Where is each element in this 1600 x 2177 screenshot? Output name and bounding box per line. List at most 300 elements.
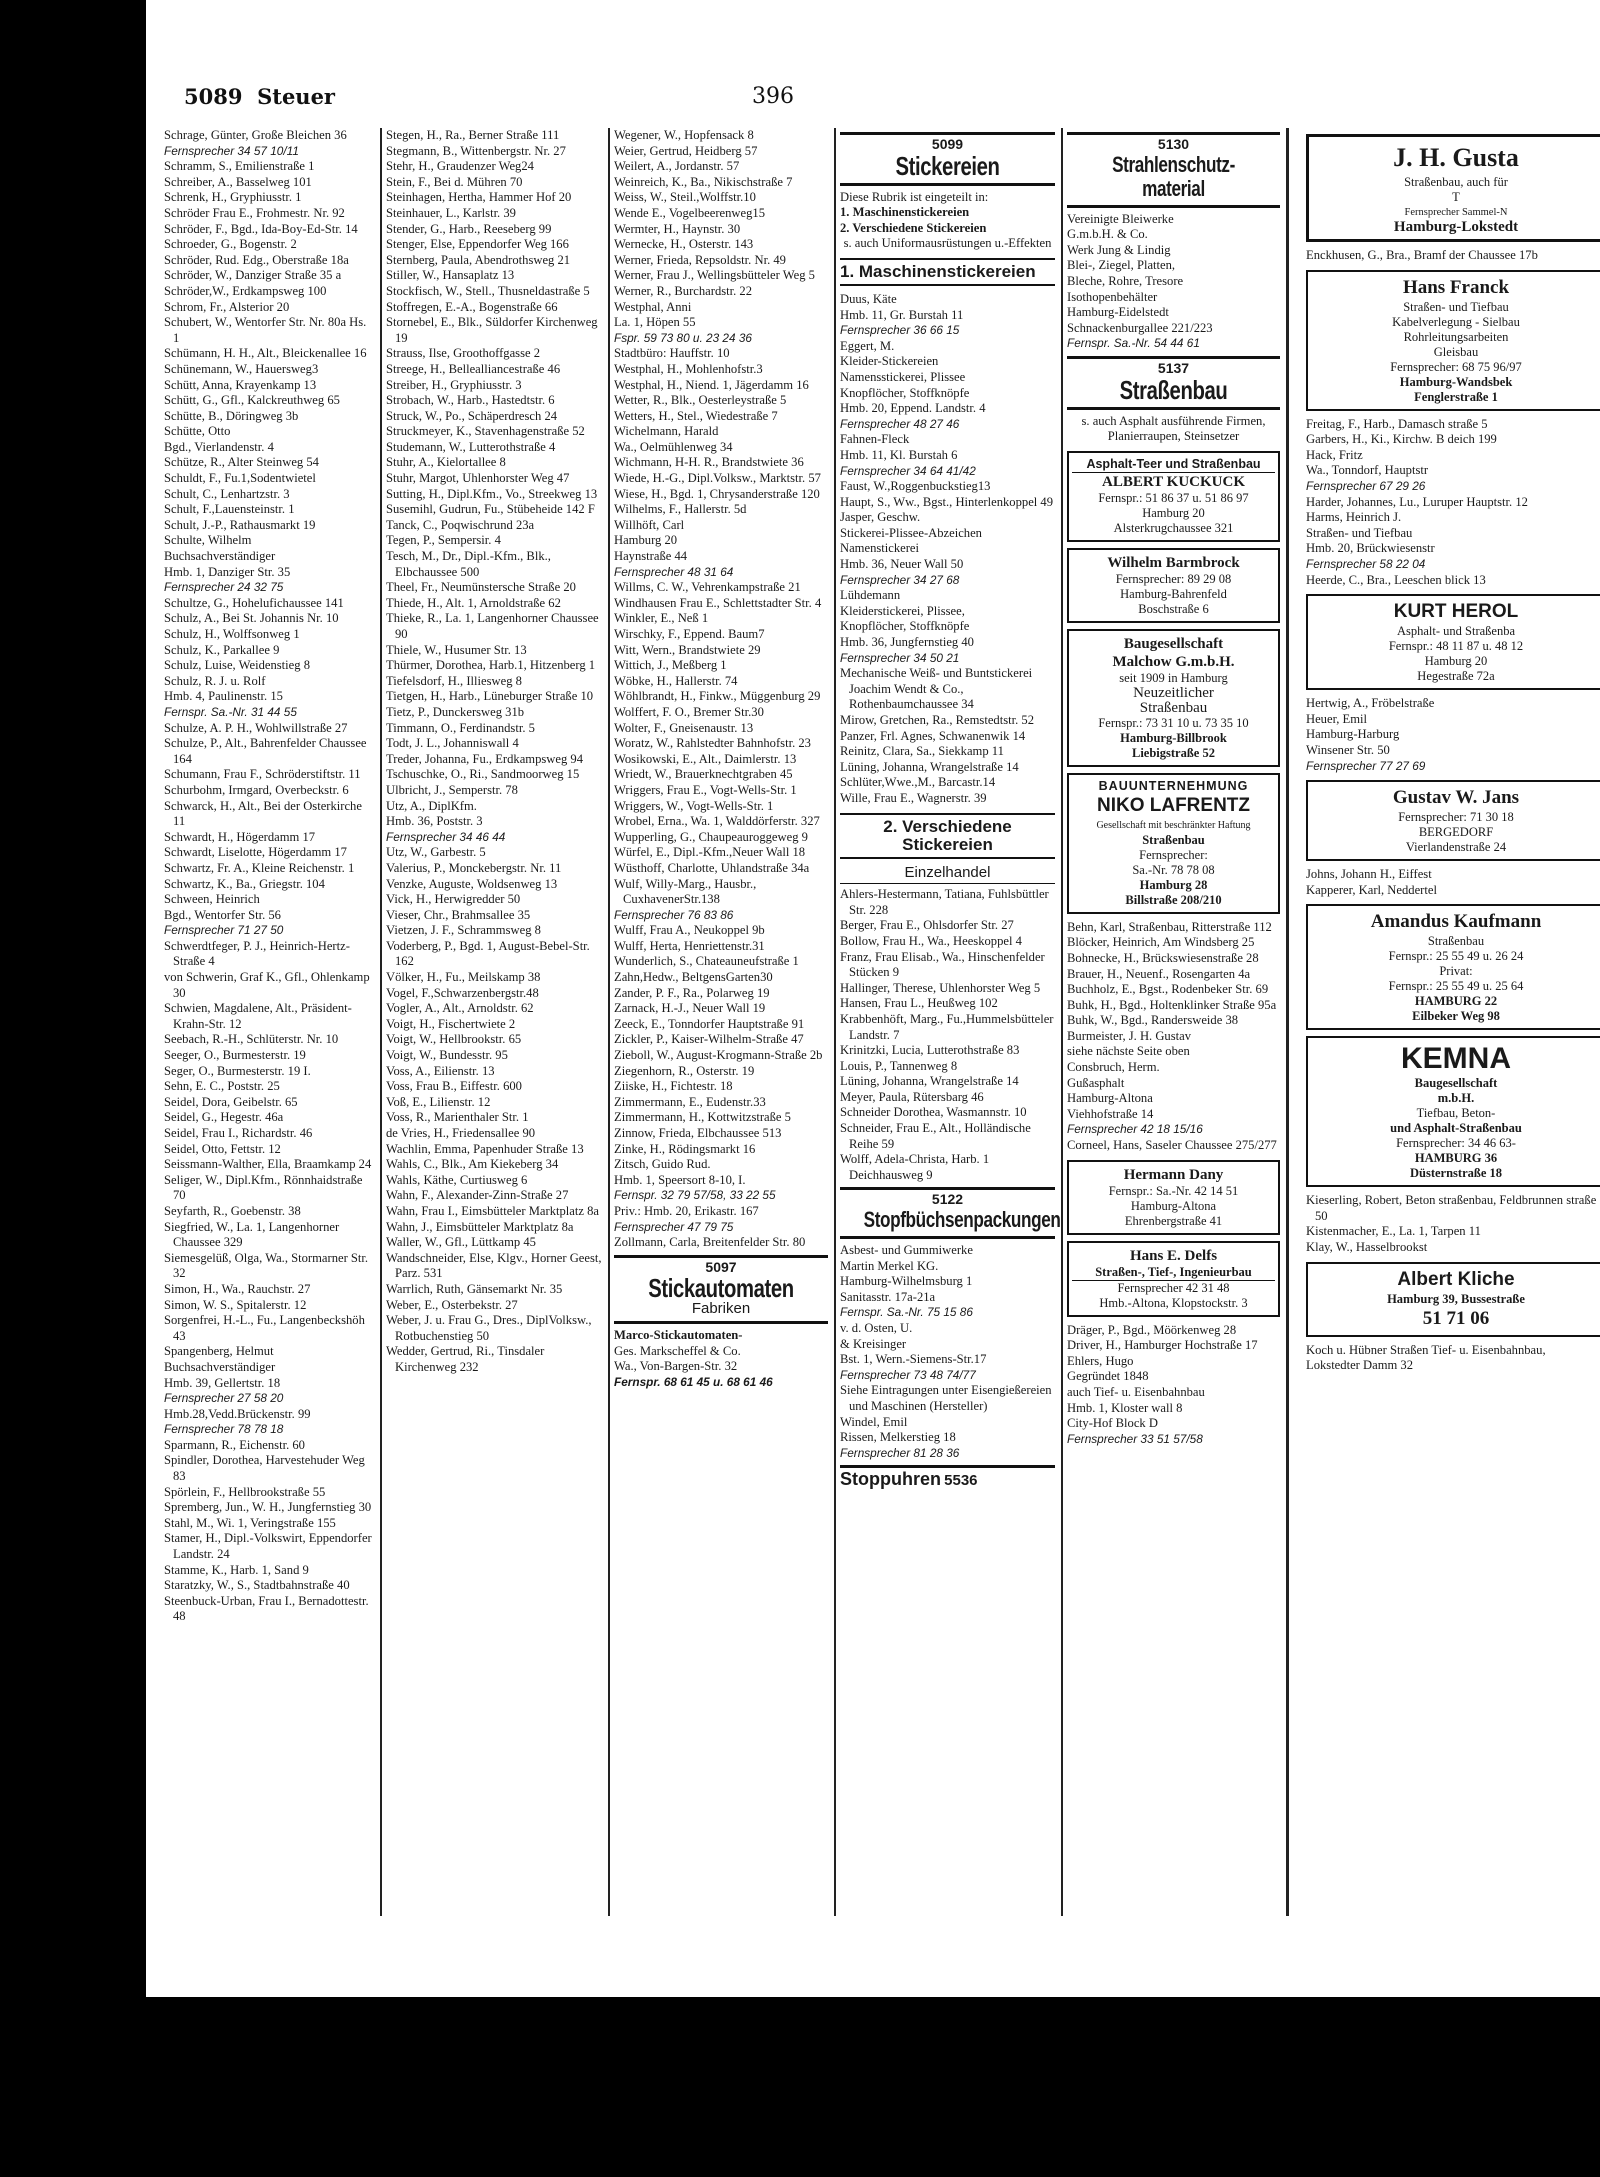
directory-entry: Fernsprecher 36 66 15 (840, 323, 960, 338)
directory-entry: Stamme, K., Harb. 1, Sand 9 (164, 1562, 309, 1577)
directory-entry: Isothopenbehälter (1067, 289, 1158, 304)
directory-entry: Vogler, A., Alt., Arnoldstr. 62 (386, 1001, 534, 1016)
subsection-heading: 2. Verschiedene Stickereien (840, 813, 1055, 859)
directory-entry: Hamburg-Harburg (1306, 727, 1400, 742)
directory-entry: Vietzen, J. F., Schrammsweg 8 (386, 923, 541, 938)
directory-entry: Buhk, W., Bgd., Randersweide 38 (1067, 1013, 1239, 1028)
directory-entry: Namensstickerei, Plissee (840, 369, 966, 384)
directory-entry: Fernsprecher 48 27 46 (840, 416, 960, 431)
directory-entry: Schrage, Günter, Große Bleichen 36 (164, 128, 347, 142)
directory-entry: Vieser, Chr., Brahmsallee 35 (386, 907, 531, 922)
ad-kurt-herold (1306, 594, 1600, 690)
directory-entry: Fernsprecher 34 57 10/11 (164, 143, 299, 158)
directory-entry: Zimmermann, H., Kottwitzstraße 5 (614, 1110, 791, 1125)
directory-entry: Streege, H., Bellealliancestraße 46 (386, 361, 561, 376)
directory-entry: Schroeder, G., Bogenstr. 2 (164, 237, 297, 252)
ad-amandus-kaufmann (1306, 904, 1600, 1030)
ad-phone: Fernsprecher: 34 46 63- (1396, 1136, 1516, 1151)
directory-entry: Zimmermann, E., Eudenstr.33 (614, 1094, 766, 1109)
directory-entry: Fernsprecher 34 46 44 (386, 829, 506, 844)
directory-entry: Wüsthoff, Charlotte, Uhlandstraße 34a (614, 860, 810, 875)
directory-entry: Todt, J. L., Johanniswall 4 (386, 736, 519, 751)
directory-entry: Harms, Heinrich J. (1306, 510, 1402, 525)
ad-slogan: Straßenbau (1139, 699, 1208, 716)
section-number: 5089 (184, 84, 243, 109)
section-title: Stopfbüchsenpackungen (863, 1207, 1061, 1233)
ad-wilhelm-barmbrock (1067, 548, 1280, 623)
ad-phone: Fernspr.: 73 31 10 u. 73 35 10 (1098, 715, 1249, 730)
directory-entry: Windhausen Frau E., Schlettstadter Str. 4 (614, 595, 822, 610)
directory-entry: Siegfried, W., La. 1, Langenhorner Chaussee 329 (164, 1219, 340, 1250)
directory-entry: Lühdemann (840, 588, 901, 603)
ad-slogan: Straßenbau, auch für (1404, 175, 1508, 189)
ad-hermann-dany (1067, 1160, 1280, 1235)
directory-entry: Seidel, Otto, Fettstr. 12 (164, 1141, 281, 1156)
directory-entry: Seidel, Dora, Geibelstr. 65 (164, 1094, 298, 1109)
directory-entry: Zitsch, Guido Rud. (614, 1157, 711, 1172)
directory-entry: Wernecke, H., Osterstr. 143 (614, 237, 754, 252)
directory-entry: Wegener, W., Hopfensack 8 (614, 128, 754, 142)
ad-address: Hamburg 28 (1139, 877, 1208, 892)
directory-entry: Fernsprecher 24 32 75 (164, 580, 284, 595)
directory-entry: Steinhauer, L., Karlstr. 39 (386, 205, 516, 220)
directory-entry: Kleider-Stickereien (840, 354, 939, 369)
directory-entry: Voderberg, P., Bgd. 1, August-Bebel-Str. 162 (386, 938, 590, 969)
directory-entry: Lüning, Johanna, Wrangelstraße 14 (840, 1074, 1019, 1089)
directory-entry: Vogel, F.,Schwarzenbergstr.48 (386, 985, 539, 1000)
directory-entry: Spindler, Dorothea, Harvestehuder Weg 83 (164, 1453, 365, 1484)
directory-entry: Seidel, G., Hegestr. 46a (164, 1110, 284, 1125)
directory-entry: Fernsprecher 34 50 21 (840, 650, 960, 665)
ad-phone: Fernsprecher: 68 75 96/97 (1390, 359, 1522, 374)
directory-entry: Stoffregen, E.-A., Bogenstraße 66 (386, 299, 558, 314)
directory-entry: Tesch, M., Dr., Dipl.-Kfm., Blk., Elbchaussee 500 (386, 549, 551, 579)
directory-entry: Schult, J.-P., Rathausmarkt 19 (164, 517, 316, 532)
directory-entry: Struckmeyer, K., Stavenhagenstraße 52 (386, 424, 585, 439)
ad-name: J. H. Gusta (1393, 143, 1519, 172)
directory-entry: Werner, Frau J., Wellingsbütteler Weg 5 (614, 268, 815, 283)
section-header-5097 (614, 1255, 828, 1324)
directory-entry: Thieke, R., La. 1, Langenhorner Chaussee 90 (386, 611, 599, 641)
directory-entry: Vereinigte Bleiwerke (1067, 211, 1174, 226)
directory-entry: Schwardt, Liselotte, Högerdamm 17 (164, 845, 347, 860)
ad-slogan: Straßen- und Tiefbau (1403, 299, 1509, 314)
ad-niko-lafrentz (1067, 773, 1280, 914)
directory-entry: Mechanische Weiß- und Buntstickerei Joachim Wendt & Co., Rothenbaumchaussee 34 (840, 666, 1033, 712)
directory-entry: Hack, Fritz (1306, 447, 1363, 462)
directory-entry: Stegen, H., Ra., Berner Straße 111 (386, 128, 560, 142)
directory-entry: Hamburg 20 (614, 533, 678, 548)
directory-entry: Wulf, Willy-Marg., Hausbr., CuxhavenerStr.138 (614, 876, 757, 907)
directory-entry: Knopflöcher, Stoffknöpfe (840, 385, 970, 400)
column-rule (1061, 128, 1063, 1916)
directory-entry: Blöcker, Heinrich, Am Windsberg 25 (1067, 935, 1255, 950)
directory-entry: Schneider Dorothea, Wasmannstr. 10 (840, 1105, 1027, 1120)
directory-entry: Ulbricht, J., Semperstr. 78 (386, 782, 518, 797)
directory-entry: Wolffert, F. O., Bremer Str.30 (614, 704, 764, 719)
ad-phone: Fernsprecher: 71 30 18 (1398, 810, 1514, 825)
directory-entry: Franz, Frau Elisab., Wa., Hinschenfelder Stücken 9 (840, 949, 1045, 980)
ad-name: Wilhelm Barmbrock (1107, 554, 1240, 571)
directory-entry: G.m.b.H. & Co. (1067, 227, 1148, 242)
directory-entry: Martin Merkel KG. (840, 1258, 939, 1273)
directory-entry: Sehn, E. C., Poststr. 25 (164, 1079, 280, 1094)
directory-entry: Ziiske, H., Fichtestr. 18 (614, 1079, 733, 1094)
ad-kemna (1306, 1036, 1600, 1187)
ad-address: Liebigstraße 52 (1132, 745, 1215, 760)
directory-entry: Schneider, Frau E., Alt., Holländische Reihe 59 (840, 1121, 1031, 1151)
rubric-list-item: 2. Verschiedene Stickereien (840, 220, 987, 235)
directory-entry: Hmb. 39, Gellertstr. 18 (164, 1375, 281, 1390)
directory-entry: Fernspr. Sa.-Nr. 31 44 55 (164, 704, 297, 719)
ad-address: Hmb.-Altona, Klopstockstr. 3 (1099, 1295, 1248, 1310)
ad-name: Hans E. Delfs (1129, 1247, 1218, 1264)
directory-entry: Tegen, P., Sempersir. 4 (386, 533, 501, 548)
ad-slogan: Asphalt- und Straßenba (1396, 624, 1516, 639)
directory-entry: Studemann, W., Lutterothstraße 4 (386, 439, 556, 454)
ad-address: Alsterkrugchaussee 321 (1113, 520, 1234, 535)
directory-entry: Zinke, H., Rödingsmarkt 16 (614, 1141, 756, 1156)
directory-entry: Thiele, W., Husumer Str. 13 (386, 642, 527, 657)
directory-entry: Seebach, R.-H., Schlüterstr. Nr. 10 (164, 1032, 339, 1047)
ad-gustav (1306, 134, 1600, 242)
directory-entry: Schwartz, Fr. A., Kleine Reichenstr. 1 (164, 860, 355, 875)
directory-entry: Corneel, Hans, Saseler Chaussee 275/277 (1067, 1138, 1277, 1153)
directory-entry: Voss, A., Eilienstr. 13 (386, 1063, 495, 1078)
directory-entry: Wriggers, Frau E., Vogt-Wells-Str. 1 (614, 782, 797, 797)
directory-entry: Burmeister, J. H. Gustav (1067, 1028, 1192, 1043)
directory-entry: Wulff, Frau A., Neukoppel 9b (614, 923, 765, 938)
directory-entry: Straßen- und Tiefbau (1306, 525, 1413, 540)
directory-entry: Streiber, H., Gryphiusstr. 3 (386, 377, 522, 392)
ad-heading: BAUUNTERNEHMUNG (1098, 778, 1249, 793)
directory-entry: Fernsprecher 47 79 75 (614, 1219, 734, 1234)
directory-entry: Eggert, M. (840, 338, 895, 353)
column-rule (834, 128, 836, 1916)
directory-entry: Fernsprecher 33 51 57/58 (1067, 1431, 1203, 1446)
ad-slogan: und Asphalt-Straßenbau (1390, 1121, 1522, 1136)
directory-entry: Stenger, Else, Eppendorfer Weg 166 (386, 237, 569, 252)
directory-entry: Wolter, F., Gneisenaustr. 13 (614, 720, 754, 735)
directory-entry: Fernsprecher 42 18 15/16 (1067, 1122, 1203, 1137)
directory-entry: Stiller, W., Hansaplatz 13 (386, 268, 515, 283)
directory-entry: Wahls, C., Blk., Am Kiekeberg 34 (386, 1157, 559, 1172)
directory-entry: Hmb. 36, Jungfernstieg 40 (840, 635, 974, 650)
ad-malchow (1067, 629, 1280, 767)
directory-entry: Krabbenhöft, Marg., Fu.,Hummelsbütteler Landstr. 7 (840, 1011, 1054, 1042)
directory-entry: Harder, Johannes, Lu., Luruper Hauptstr. 12 (1306, 494, 1528, 509)
directory-entry: Fspr. 59 73 80 u. 23 24 36 (614, 330, 752, 345)
directory-entry: Fernsprecher 77 27 69 (1306, 758, 1426, 773)
directory-entry: Treder, Johanna, Fu., Erdkampsweg 94 (386, 751, 584, 766)
directory-entry: Hmb. 1, Danziger Str. 35 (164, 564, 291, 579)
directory-entry: Schulz, R. J. u. Rolf (164, 673, 266, 688)
ad-phone: Fernsprecher: 89 29 08 (1115, 571, 1232, 586)
directory-entry: Siehe Eintragungen unter Eisengießereien und Maschinen (Hersteller) (840, 1383, 1052, 1413)
directory-entry: Siemesgelüß, Olga, Wa., Stormarner Str. 32 (164, 1250, 369, 1281)
directory-entry: Würfel, E., Dipl.-Kfm.,Neuer Wall 18 (614, 845, 806, 860)
directory-entry: Schult, F.,Lauensteinstr. 1 (164, 502, 295, 517)
directory-entry: Schröder Frau E., Frohmestr. Nr. 92 (164, 205, 345, 220)
directory-entry: Bst. 1, Wern.-Siemens-Str.17 (840, 1352, 987, 1367)
section-header-5122 (840, 1187, 1061, 1239)
directory-entry: Hansen, Frau L., Heußweg 102 (840, 996, 998, 1011)
directory-entry: Stahl, M., Wi. 1, Veringstraße 155 (164, 1515, 336, 1530)
directory-entry: Voss, Frau B., Eiffestr. 600 (386, 1079, 522, 1094)
ad-heading: Asphalt-Teer und Straßenbau (1072, 457, 1275, 473)
column-rule (1286, 128, 1289, 1916)
directory-entry: Schween, Heinrich (164, 892, 260, 907)
ad-name: ALBERT KUCKUCK (1102, 473, 1245, 490)
directory-entry: Schulz, A., Bei St. Johannis Nr. 10 (164, 611, 339, 626)
directory-entry: Wichelmann, Harald (614, 424, 719, 439)
directory-entry: Fernsprecher 27 58 20 (164, 1391, 284, 1406)
directory-entry: Schramm, S., Emilienstraße 1 (164, 159, 315, 174)
directory-entry: Schrenk, H., Gryphiusstr. 1 (164, 190, 302, 205)
ad-slogan: Straßen-, Tief-, Ingenieurbau (1072, 1265, 1275, 1281)
directory-entry: Wichmann, H-H. R., Brandstwiete 36 (614, 455, 804, 470)
ad-hans-franck (1306, 270, 1600, 411)
directory-entry: Wunderlich, S., Chateauneufstraße 1 (614, 954, 799, 969)
ad-name: Hermann Dany (1123, 1166, 1224, 1183)
directory-entry: Asbest- und Gummiwerke (840, 1243, 973, 1258)
directory-entry: Werk Jung & Lindig (1067, 242, 1171, 257)
column-4 (840, 128, 1061, 1490)
directory-entry: Wa., Oelmühlenweg 34 (614, 439, 733, 454)
directory-entry: Meyer, Paula, Rütersbarg 46 (840, 1089, 984, 1104)
page-header (184, 84, 1464, 114)
directory-entry: Schurbohm, Irmgard, Overbeckstr. 6 (164, 782, 349, 797)
directory-entry: Schulze, A. P. H., Wohlwillstraße 27 (164, 720, 348, 735)
ad-slogan: Gleisbau (1433, 344, 1479, 359)
column-1 (164, 128, 374, 1625)
directory-entry: La. 1, Höpen 55 (614, 315, 696, 330)
directory-entry: Weier, Gertrud, Heidberg 57 (614, 143, 758, 158)
directory-entry: Fernspr. 32 79 57/58, 33 22 55 (614, 1188, 776, 1203)
ad-address: Hamburg-Altona (1130, 1198, 1217, 1213)
directory-entry: Viehhofstraße 14 (1067, 1106, 1154, 1121)
ad-name: KEMNA (1401, 1042, 1511, 1076)
listing-phone: Fernspr. 68 61 45 u. 68 61 46 (614, 1374, 773, 1389)
section-header-5099 (840, 132, 1055, 186)
section-title: Strahlenschutz-material (1112, 151, 1235, 201)
column-6 (1306, 128, 1600, 1374)
directory-entry: Sparmann, R., Eichenstr. 60 (164, 1437, 305, 1452)
subsection-heading: 1. Maschinenstickereien (840, 258, 1055, 286)
directory-entry: Wandschneider, Else, Klgv., Horner Geest, Parz. 531 (386, 1250, 602, 1281)
directory-entry: Ziegenhorn, R., Osterstr. 19 (614, 1063, 755, 1078)
directory-entry: Fahnen-Fleck (840, 432, 910, 447)
directory-entry: Schwartz, K., Ba., Griegstr. 104 (164, 876, 325, 891)
directory-entry: Thürmer, Dorothea, Harb.1, Hitzenberg 1 (386, 658, 596, 673)
ad-address: Hamburg-Bahrenfeld (1120, 586, 1227, 601)
ad-phone: Fernspr.: 25 55 49 u. 26 24 (1388, 949, 1524, 964)
directory-entry: Schult, C., Lenhartzstr. 3 (164, 486, 290, 501)
ad-slogan: T (1452, 190, 1460, 204)
directory-entry: Schultze, G., Hohelufichaussee 141 (164, 595, 344, 610)
ad-address: BERGEDORF (1418, 825, 1494, 840)
directory-entry: Blei-, Ziegel, Platten, (1067, 258, 1176, 273)
section-header-5137 (1067, 356, 1280, 410)
ad-name: NIKO LAFRENTZ (1096, 794, 1251, 816)
directory-entry: Fernsprecher 34 64 41/42 (840, 463, 976, 478)
ad-phone: Fernsprecher Sammel-N (1404, 207, 1508, 218)
directory-entry: Louis, P., Tannenweg 8 (840, 1058, 958, 1073)
section-number: 5099 (931, 136, 964, 152)
ad-name: Albert Kliche (1397, 1268, 1515, 1290)
directory-entry: Wosikowski, E., Alt., Daimlerstr. 13 (614, 751, 797, 766)
directory-entry: Wetter, R., Blk., Oesterleystraße 5 (614, 393, 787, 408)
ad-phone-label: Fernsprecher: (1139, 847, 1208, 862)
directory-entry: Tietgen, H., Harb., Lüneburger Straße 10 (386, 689, 594, 704)
directory-entry: Hmb. 11, Gr. Burstah 11 (840, 307, 964, 322)
section-number: 5137 (1157, 359, 1190, 376)
directory-entry: Stehr, H., Graudenzer Weg24 (386, 159, 534, 174)
directory-entry: City-Hof Block D (1067, 1416, 1158, 1431)
directory-entry: Gußasphalt (1067, 1075, 1125, 1090)
directory-entry: Wittich, J., Meßberg 1 (614, 658, 727, 673)
directory-entry: Schumann, Frau F., Schröderstiftstr. 11 (164, 767, 361, 782)
directory-entry: Heerde, C., Bra., Leeschen blick 13 (1306, 572, 1486, 587)
directory-entry: Wahn, J., Eimsbütteler Marktplatz 8a (386, 1219, 574, 1234)
ad-label: Privat: (1439, 964, 1473, 979)
directory-entry: Schünemann, W., Hauersweg3 (164, 361, 319, 376)
ad-address: Ehrenbergstraße 41 (1124, 1213, 1223, 1228)
directory-entry: Wriggers, W., Vogt-Wells-Str. 1 (614, 798, 774, 813)
directory-entry: Steinhagen, Hertha, Hammer Hof 20 (386, 190, 572, 205)
section-subtitle: Fabriken (691, 1300, 751, 1318)
directory-entry: Winkler, E., Neß 1 (614, 611, 709, 626)
directory-entry: Hmb. 36, Poststr. 3 (386, 814, 483, 829)
directory-page (146, 0, 1600, 1997)
directory-entry: Schwardt, H., Högerdamm 17 (164, 829, 316, 844)
directory-entry: Seyfarth, R., Goebenstr. 38 (164, 1203, 301, 1218)
ad-phone: Fernspr.: 48 11 87 u. 48 12 (1388, 639, 1524, 654)
ad-address: HAMBURG 22 (1414, 994, 1498, 1009)
ad-albert-kuckuck (1067, 451, 1280, 542)
directory-entry: Schrom, Fr., Alsterior 20 (164, 299, 290, 314)
directory-entry: Reinitz, Clara, Sa., Siekkamp 11 (840, 744, 1004, 759)
directory-entry: Haupt, S., Ww., Bgst., Hinterlenkoppel 49 (840, 494, 1054, 509)
directory-entry: Schnackenburgallee 221/223 (1067, 320, 1213, 335)
ad-address: Hamburg-Billbrook (1120, 730, 1227, 745)
section-header-5130 (1067, 132, 1280, 208)
ad-slogan: Straßenbau (1142, 832, 1205, 847)
ad-address: Hamburg 39, Bussestraße (1387, 1291, 1525, 1306)
listing-line: Wa., Von-Bargen-Str. 32 (614, 1359, 738, 1374)
directory-entry: Fernsprecher 48 31 64 (614, 564, 734, 579)
directory-entry: Hmb. 1, Speersort 8-10, I. (614, 1172, 746, 1187)
directory-entry: Voigt, H., Fischertwiete 2 (386, 1016, 516, 1031)
column-rule (380, 128, 382, 1916)
directory-entry: Fernspr. Sa.-Nr. 54 44 61 (1067, 336, 1200, 351)
directory-entry: Sorgenfrei, H.-L., Fu., Langenbeckshöh 43 (164, 1313, 365, 1343)
directory-entry: Fernsprecher 81 28 36 (840, 1445, 960, 1460)
directory-entry: Rissen, Melkerstieg 18 (840, 1430, 956, 1445)
directory-entry: Schulz, Luise, Weidenstieg 8 (164, 658, 311, 673)
directory-entry: Bollow, Frau H., Wa., Heeskoppel 4 (840, 933, 1022, 948)
directory-entry: Buhk, H., Bgd., Holtenklinker Straße 95a (1067, 997, 1277, 1012)
divider (840, 1465, 1055, 1468)
directory-entry: Bgd., Wentorfer Str. 56 (164, 907, 281, 922)
directory-entry: Stuhr, A., Kielortallee 8 (386, 455, 506, 470)
directory-entry: Schwien, Magdalene, Alt., Präsident-Krahn-Str. 12 (164, 1001, 352, 1031)
directory-entry: Schröder, W., Danziger Straße 35 a (164, 268, 342, 283)
directory-entry: Voß, E., Lilienstr. 12 (386, 1094, 491, 1109)
directory-entry: Freitag, F., Harb., Damasch straße 5 (1306, 416, 1488, 431)
directory-entry: Wupperling, G., Chaupeauroggeweg 9 (614, 829, 808, 844)
directory-entry: Struck, W., Po., Schäperdresch 24 (386, 408, 558, 423)
directory-entry: Willhöft, Carl (614, 517, 685, 532)
directory-entry: Wachlin, Emma, Papenhuder Straße 13 (386, 1141, 584, 1156)
ad-address: Eilbeker Weg 98 (1412, 1009, 1500, 1024)
directory-entry: Berger, Frau E., Ohlsdorfer Str. 27 (840, 918, 1014, 933)
directory-entry: Consbruch, Herm. (1067, 1060, 1160, 1075)
directory-entry: Mirow, Gretchen, Ra., Remstedtstr. 52 (840, 713, 1035, 727)
ad-gustav-jans (1306, 780, 1600, 861)
directory-entry: Westphal, H., Niend. 1, Jägerdamm 16 (614, 377, 809, 392)
directory-entry: Wirschky, F., Eppend. Baum7 (614, 627, 765, 641)
directory-entry: Winsener Str. 50 (1306, 742, 1390, 757)
directory-entry: Windel, Emil (840, 1414, 908, 1429)
directory-entry: & Kreisinger (840, 1336, 907, 1351)
directory-entry: Voigt, W., Bundesstr. 95 (386, 1048, 508, 1063)
directory-entry: Hmb. 20, Eppend. Landstr. 4 (840, 401, 986, 416)
directory-entry: de Vries, H., Friedensallee 90 (386, 1126, 536, 1140)
directory-entry: Schütte, B., Döringweg 3b (164, 408, 299, 423)
directory-entry: Schümann, H. H., Alt., Bleickenallee 16 (164, 346, 367, 361)
directory-entry: Westphal, Anni (614, 299, 692, 314)
directory-entry: Hmb. 36, Neuer Wall 50 (840, 557, 964, 572)
directory-entry: Theel, Fr., Neumünstersche Straße 20 (386, 580, 576, 595)
directory-entry: Sternberg, Paula, Abendrothsweg 21 (386, 252, 571, 267)
directory-entry: Stender, G., Harb., Reeseberg 99 (386, 221, 552, 236)
directory-entry: Zarnack, H.-J., Neuer Wall 19 (614, 1001, 766, 1016)
directory-entry: Waller, W., Gfl., Lüttkamp 45 (386, 1235, 536, 1250)
directory-entry: Tiefelsdorf, H., Illiesweg 8 (386, 673, 522, 688)
directory-entry: Weilert, A., Jordanstr. 57 (614, 159, 740, 174)
ad-slogan: m.b.H. (1437, 1091, 1475, 1106)
directory-entry: Wrobel, Erna., Wa. 1, Walddörferstr. 327 (614, 814, 820, 829)
directory-entry: Schwerdtfeger, P. J., Heinrich-Hertz-Straße 4 (164, 938, 350, 969)
directory-entry: Knopflöcher, Stoffknöpfe (840, 619, 970, 634)
directory-entry: Enckhusen, G., Bra., Bramf der Chaussee 17b (1306, 248, 1538, 262)
directory-entry: Sanitasstr. 17a-21a (840, 1289, 936, 1304)
ad-name: Amandus Kaufmann (1370, 911, 1542, 933)
directory-entry: Fernsprecher 58 22 04 (1306, 556, 1426, 571)
directory-entry: Hmb. 11, Kl. Burstah 6 (840, 447, 958, 462)
directory-entry: Duus, Käte (840, 291, 897, 306)
directory-entry: Wahn, Frau I., Eimsbütteler Marktplatz 8a (386, 1203, 600, 1218)
ad-slogan: Straßenbau (1427, 934, 1485, 949)
directory-entry: v. d. Osten, U. (840, 1321, 913, 1335)
directory-entry: Lokstedter Damm 32 (1306, 1358, 1414, 1373)
directory-entry: Stornebel, E., Blk., Süldorfer Kirchenweg 19 (386, 315, 598, 345)
next-section-title: Stoppuhren (840, 1469, 941, 1490)
directory-entry: Tanck, C., Poqwischrund 23a (386, 517, 535, 532)
directory-entry: Namenstickerei (840, 541, 920, 556)
ad-address: Hamburg 20 (1142, 505, 1205, 520)
ad-slogan: Rohrleitungsarbeiten (1403, 329, 1509, 344)
directory-entry: Voigt, W., Hellbrookstr. 65 (386, 1032, 522, 1047)
directory-entry: Wende E., Vogelbeerenweg15 (614, 205, 765, 220)
directory-entry: Zieboll, W., August-Krogmann-Straße 2b (614, 1048, 823, 1063)
directory-entry: Schreiber, A., Basselweg 101 (164, 174, 312, 189)
directory-entry: Weinreich, K., Ba., Nikischstraße 7 (614, 174, 793, 189)
section-number: 5122 (931, 1191, 964, 1208)
directory-entry: Ehlers, Hugo (1067, 1353, 1134, 1368)
directory-entry: Schröder, F., Bgd., Ida-Boy-Ed-Str. 14 (164, 221, 358, 236)
